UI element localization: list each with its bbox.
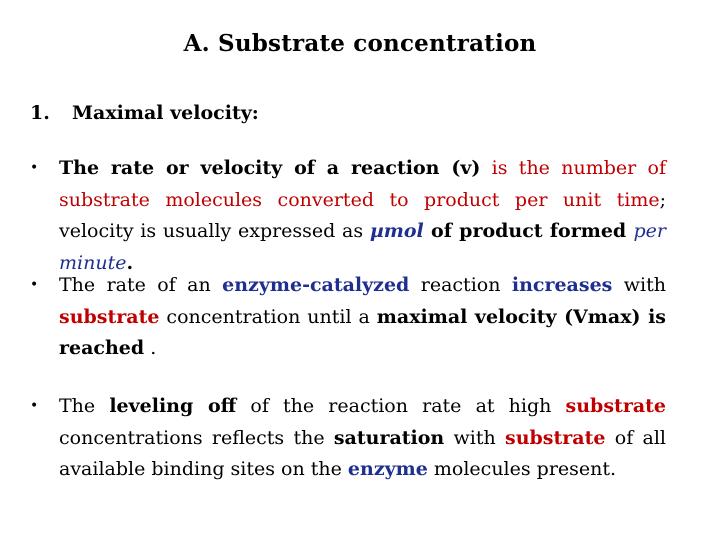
bullet-item-3 (30, 391, 666, 486)
text-span: per minute (59, 220, 666, 274)
bullet-marker: • (30, 398, 39, 414)
section-number: 1. (30, 102, 50, 124)
slide-title: A. Substrate concentration (183, 30, 537, 57)
text-span: is the number of substrate molecules converted to product per unit time (59, 157, 666, 211)
text-span: . (126, 251, 134, 274)
text-span: saturation (333, 426, 445, 449)
text-span: leveling off (109, 395, 237, 417)
text-span: concentrations reflects the (59, 426, 334, 449)
text-span: with (612, 274, 666, 296)
section-heading (30, 102, 259, 124)
bullet-text (59, 270, 666, 365)
text-span: µmol (369, 220, 424, 242)
text-span: of the reaction rate at high (236, 395, 566, 417)
text-span: The (59, 395, 110, 417)
text-span: substrate (505, 426, 606, 449)
text-span: concentration until a (159, 305, 377, 328)
text-span: maximal velocity (Vmax) is reached (59, 305, 666, 359)
text-span: increases (511, 274, 613, 296)
bullet-item-2 (30, 270, 666, 365)
section-label: Maximal velocity: (72, 102, 259, 124)
bullet-marker: • (30, 277, 39, 293)
text-span: reaction (409, 274, 512, 296)
text-span: enzyme-catalyzed (222, 274, 410, 296)
text-span: enzyme (347, 458, 428, 480)
text-span: . (144, 337, 157, 359)
text-span: of product formed (423, 220, 634, 242)
text-span: substrate (565, 395, 667, 417)
text-span: The rate of an (59, 274, 223, 296)
text-span: substrate (59, 305, 160, 328)
text-span: The rate or velocity of a reaction (v) (59, 157, 481, 179)
text-span: of all available binding sites on the (59, 426, 666, 480)
text-span: ; velocity is usually expressed as (59, 188, 666, 242)
bullet-marker: • (30, 160, 39, 176)
bullet-item-1 (30, 153, 666, 279)
text-span: molecules present. (427, 458, 617, 480)
bullet-text (59, 153, 666, 279)
text-span: with (444, 426, 506, 449)
bullet-text (59, 391, 666, 486)
